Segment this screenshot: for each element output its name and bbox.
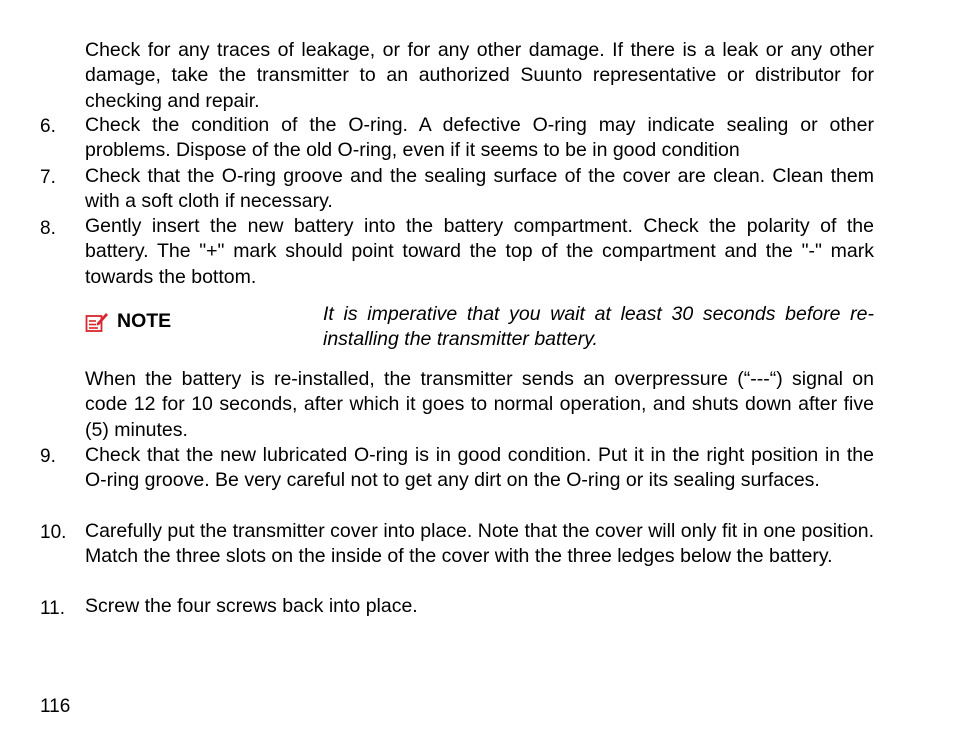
- step-number-7: 7.: [40, 167, 56, 188]
- step-number-11: 11.: [40, 598, 66, 619]
- note-label-text: NOTE: [117, 310, 172, 332]
- step-text-6: Check the condition of the O-ring. A defective O-ring may indicate sealing or other problems. Dispose of the old O-ring, even if it seems to be in good condition: [85, 114, 874, 162]
- step-number-9: 9.: [40, 446, 56, 467]
- step-text-11: Screw the four screws back into place.: [85, 595, 418, 617]
- note-pencil-icon: [85, 311, 109, 333]
- step-text-8: Gently insert the new battery into the battery compartment. Check the polarity of the battery. The "+" mark should point toward the top of the compartment and the "-" mark towards the bottom.: [85, 215, 874, 288]
- step-number-6: 6.: [40, 116, 56, 137]
- note-label: [85, 310, 171, 333]
- step-number-10: 10.: [40, 522, 67, 543]
- page-number: 116: [40, 696, 71, 717]
- after-note-paragraph: When the battery is re-installed, the transmitter sends an overpressure (“---“) signal on code 12 for 10 seconds, after which it goes to normal operation, and shuts down after five (5) minutes.: [85, 368, 874, 441]
- intro-paragraph: Check for any traces of leakage, or for any other damage. If there is a leak or any other damage, take the transmitter to an authorized Suunto representative or distributor for checking and repair.: [85, 39, 874, 112]
- step-text-10: Carefully put the transmitter cover into place. Note that the cover will only fit in one position. Match the three slots on the inside of the cover with the three ledges below the battery.: [85, 520, 874, 568]
- step-text-7: Check that the O-ring groove and the sealing surface of the cover are clean. Clean them with a soft cloth if necessary.: [85, 165, 874, 213]
- step-number-8: 8.: [40, 218, 56, 239]
- note-block: [85, 302, 874, 354]
- note-text: It is imperative that you wait at least 30 seconds before re-installing the transmitter battery.: [323, 303, 874, 350]
- step-text-9: Check that the new lubricated O-ring is in good condition. Put it in the right position in the O-ring groove. Be very careful not to get any dirt on the O-ring or its sealing surfaces.: [85, 444, 874, 492]
